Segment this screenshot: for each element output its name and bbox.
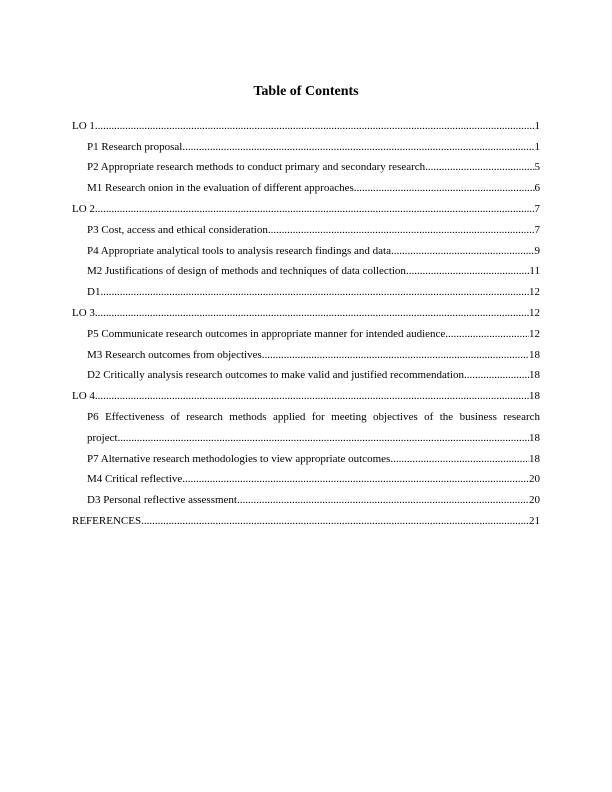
toc-entry-lo-1[interactable] [72, 112, 540, 133]
dot-leader [95, 119, 535, 133]
dot-leader [268, 223, 535, 237]
toc-entry-label: M1 Research onion in the evaluation of different approaches [87, 182, 354, 195]
toc-entry-label: P1 Research proposal [87, 140, 183, 153]
toc-entry-label: M3 Research outcomes from objectives [87, 348, 262, 361]
toc-entry-label-line1: P6 Effectiveness of research methods applied for meeting objectives of the business research [87, 410, 540, 423]
toc-page-number: 12 [529, 327, 540, 340]
dot-leader [354, 181, 535, 195]
toc-entry-label: P7 Alternative research methodologies to view appropriate outcomes [87, 452, 391, 465]
toc-entry-p2[interactable] [72, 154, 540, 175]
toc-page-number: 18 [529, 369, 540, 382]
toc-entry-line2 [87, 424, 540, 445]
toc-page-number: 18 [529, 348, 540, 361]
toc-entry-label: D3 Personal reflective assessment [87, 494, 237, 507]
toc-entry-lo-2[interactable] [72, 195, 540, 216]
toc-entry-label: LO 4 [72, 390, 95, 403]
toc-entry-label: M2 Justifications of design of methods and techniques of data collection [87, 265, 406, 278]
dot-leader [100, 285, 529, 299]
toc-page-number: 18 [529, 390, 540, 403]
toc-entry-p1[interactable] [72, 133, 540, 154]
toc-entry-d3[interactable] [72, 486, 540, 507]
dot-leader [390, 452, 529, 466]
toc-entry-m1[interactable] [72, 174, 540, 195]
toc-page-number: 12 [529, 306, 540, 319]
toc-entry-references[interactable] [72, 507, 540, 528]
toc-entry-p3[interactable] [72, 216, 540, 237]
toc-entry-label-line2: project [87, 431, 118, 444]
dot-leader [95, 389, 529, 403]
toc-entry-m2[interactable] [72, 258, 540, 279]
toc-entry-lo-3[interactable] [72, 299, 540, 320]
toc-entry-label: M4 Critical reflective [87, 473, 183, 486]
dot-leader [262, 348, 529, 362]
toc-page-number: 20 [529, 494, 540, 507]
dot-leader [141, 514, 529, 528]
toc-entry-label: P4 Appropriate analytical tools to analysis research findings and data [87, 244, 391, 257]
toc-entry-label: D1 [87, 286, 101, 299]
toc-entry-label: P3 Cost, access and ethical consideration [87, 223, 268, 236]
toc-entry-label: LO 1 [72, 119, 95, 132]
dot-leader [425, 160, 534, 174]
toc-entry-label: LO 3 [72, 306, 95, 319]
toc-entry-p5[interactable] [72, 320, 540, 341]
toc-page-number: 5 [534, 161, 540, 174]
toc-entry-lo-4[interactable] [72, 382, 540, 403]
toc-page-number: 12 [529, 286, 540, 299]
toc-entry-p6[interactable] [72, 403, 540, 445]
toc-page-number: 21 [529, 514, 540, 527]
toc-entry-label: P2 Appropriate research methods to conduct primary and secondary research [87, 161, 426, 174]
toc-page-number: 20 [529, 473, 540, 486]
toc-page-number: 1 [534, 119, 540, 132]
dot-leader [445, 327, 529, 341]
dot-leader [406, 264, 529, 278]
toc-page-number: 7 [534, 202, 540, 215]
dot-leader [391, 244, 535, 258]
dot-leader [95, 202, 535, 216]
dot-leader [237, 493, 529, 507]
dot-leader [182, 140, 534, 154]
dot-leader [182, 472, 529, 486]
toc-page-number: 18 [529, 452, 540, 465]
toc-page-number: 1 [534, 140, 540, 153]
toc-page-number: 18 [529, 431, 540, 444]
toc-entry-m3[interactable] [72, 341, 540, 362]
toc-entry-label: REFERENCES [72, 514, 142, 527]
table-of-contents [72, 112, 540, 528]
toc-entry-label: D2 Critically analysis research outcomes to make valid and justified recommendation [87, 369, 464, 382]
toc-entry-label: LO 2 [72, 202, 95, 215]
dot-leader [464, 368, 529, 382]
dot-leader [95, 306, 529, 320]
toc-page-number: 9 [534, 244, 540, 257]
toc-entry-d2[interactable] [72, 362, 540, 383]
toc-page-number: 11 [529, 265, 540, 278]
toc-entry-label: P5 Communicate research outcomes in appropriate manner for intended audience [87, 327, 446, 340]
toc-entry-p4[interactable] [72, 237, 540, 258]
toc-entry-d1[interactable] [72, 278, 540, 299]
dot-leader [118, 431, 529, 445]
toc-title: Table of Contents [253, 84, 359, 99]
toc-entry-p7[interactable] [72, 445, 540, 466]
toc-page-number: 6 [534, 182, 540, 195]
toc-page-number: 7 [534, 223, 540, 236]
toc-entry-m4[interactable] [72, 466, 540, 487]
